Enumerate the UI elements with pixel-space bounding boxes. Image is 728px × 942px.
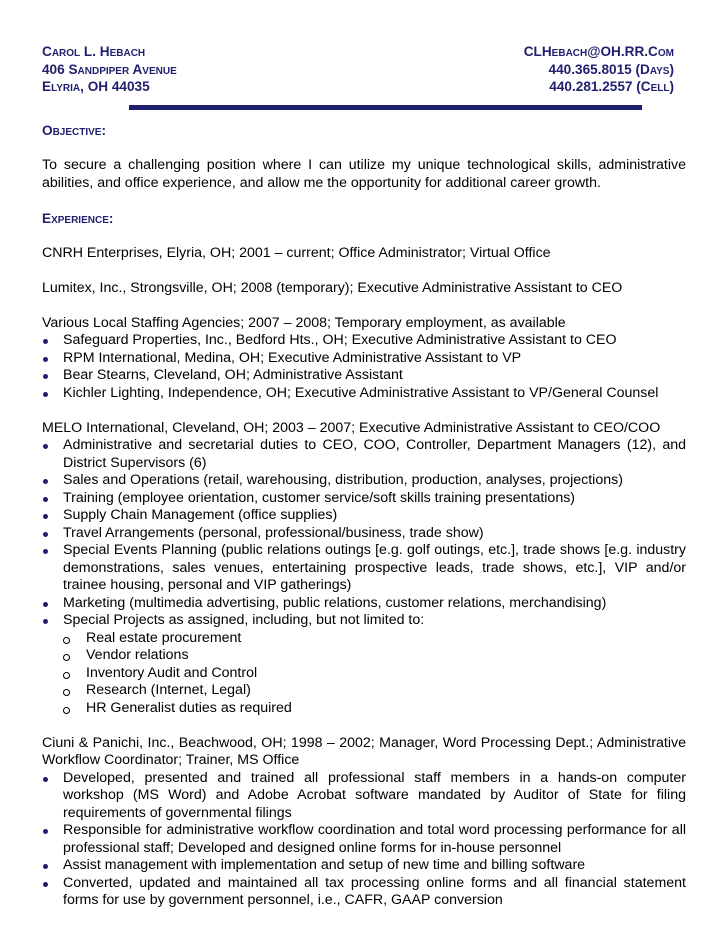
- list-item: Kichler Lighting, Independence, OH; Executive Administrative Assistant to VP/General Counsel: [42, 385, 686, 403]
- list-item: Bear Stearns, Cleveland, OH; Administrative Assistant: [42, 367, 686, 385]
- staffing-list: [42, 332, 686, 402]
- email-address[interactable]: CLHebach@OH.RR.Com: [523, 44, 674, 59]
- list-item: Safeguard Properties, Inc., Bedford Hts., OH; Executive Administrative Assistant to CEO: [42, 332, 686, 350]
- sub-list-item: Vendor relations: [42, 647, 686, 665]
- header-divider: [129, 105, 642, 110]
- job-lumitex: Lumitex, Inc., Strongsville, OH; 2008 (temporary); Executive Administrative Assistant to CEO: [42, 279, 623, 296]
- objective-text: To secure a challenging position where I can utilize my unique technological skills, administrative abilities, and office experience, and allow me the opportunity for additional career growth.: [42, 157, 686, 191]
- job-cnrh: CNRH Enterprises, Elyria, OH; 2001 – current; Office Administrator; Virtual Office: [42, 244, 551, 261]
- phone-cell: 440.281.2557 (Cell): [549, 79, 674, 94]
- list-item: Special Events Planning (public relations outings [e.g. golf outings, etc.], trade shows [e.g. industry demonstrations, sales venues, entertaining prospective leads, trade shows, etc.], VIP and/or trainee housing, personal and VIP gatherings): [42, 542, 686, 595]
- street-address: 406 Sandpiper Avenue: [42, 61, 177, 77]
- melo-list: [42, 437, 686, 630]
- list-item: Travel Arrangements (personal, professional/business, trade show): [42, 525, 686, 543]
- list-item: Marketing (multimedia advertising, public relations, customer relations, merchandising): [42, 595, 686, 613]
- sub-list-item: Inventory Audit and Control: [42, 665, 686, 683]
- job-melo: MELO International, Cleveland, OH; 2003 – 2007; Executive Administrative Assistant to CEO/COO: [42, 419, 661, 436]
- list-item: Sales and Operations (retail, warehousing, distribution, production, analyses, projections): [42, 472, 686, 490]
- list-item: Assist management with implementation and setup of new time and billing software: [42, 857, 686, 875]
- objective-heading: Objective:: [42, 123, 107, 138]
- list-item: Developed, presented and trained all professional staff members in a hands-on computer workshop (MS Word) and Adobe Acrobat software mandated by Auditor of State for filing requirements of governmental filings: [42, 770, 686, 823]
- list-item: Converted, updated and maintained all tax processing online forms and all financial statement forms for use by government personnel, i.e., CAFR, GAAP conversion: [42, 875, 686, 910]
- list-item: Training (employee orientation, customer service/soft skills training presentations): [42, 490, 686, 508]
- sub-list-item: Research (Internet, Legal): [42, 682, 686, 700]
- list-item: Administrative and secretarial duties to CEO, COO, Controller, Department Managers (12), and District Supervisors (6): [42, 437, 686, 472]
- candidate-name: Carol L. Hebach: [42, 44, 146, 59]
- city-address: Elyria, OH 44035: [42, 79, 150, 94]
- list-item: Special Projects as assigned, including, but not limited to:: [42, 612, 686, 630]
- list-item: Supply Chain Management (office supplies): [42, 507, 686, 525]
- list-item: RPM International, Medina, OH; Executive Administrative Assistant to VP: [42, 350, 686, 368]
- job-staffing: Various Local Staffing Agencies; 2007 – 2008; Temporary employment, as available: [42, 314, 566, 331]
- experience-heading: Experience:: [42, 210, 114, 226]
- contact-left: [42, 43, 177, 96]
- list-item: Responsible for administrative workflow coordination and total word processing performance for all professional staff; Developed and designed online forms for in-house personnel: [42, 822, 686, 857]
- sub-list-item: HR Generalist duties as required: [42, 700, 686, 718]
- phone-days: 440.365.8015 (Days): [548, 61, 674, 77]
- contact-right: [524, 43, 674, 96]
- sub-list-item: Real estate procurement: [42, 630, 686, 648]
- job-ciuni: Ciuni & Panichi, Inc., Beachwood, OH; 1998 – 2002; Manager, Word Processing Dept.; Administrative Workflow Coordinator; Trainer, MS Office: [42, 734, 686, 768]
- melo-sublist: [42, 630, 686, 718]
- ciuni-list: [42, 770, 686, 910]
- resume-body: [42, 122, 686, 910]
